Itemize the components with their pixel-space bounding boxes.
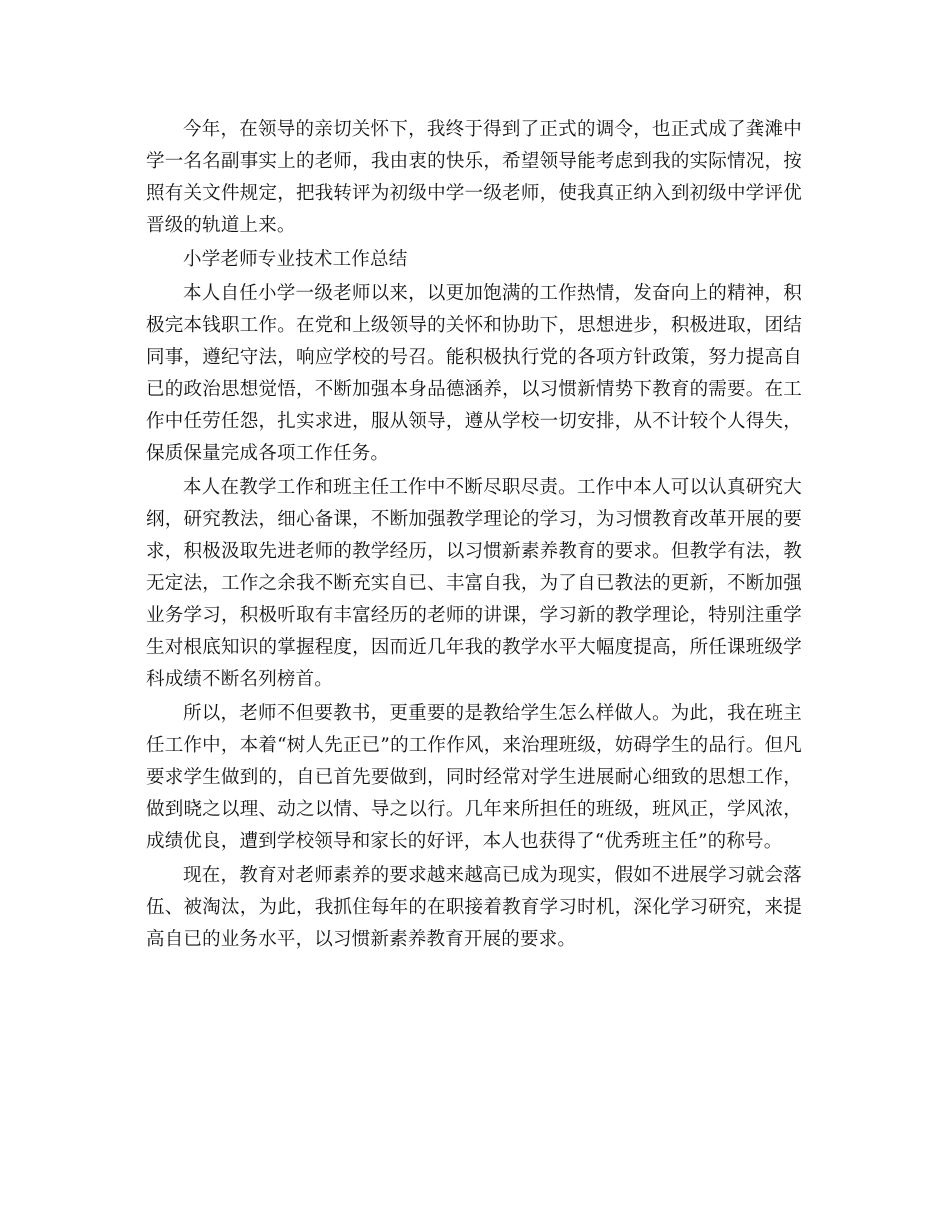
paragraph-class-teacher-work: 所以，老师不但要教书，更重要的是教给学生怎么样做人。为此，我在班主任工作中，本着“树人先正已”的工作作风，来治理班级，妨碍学生的品行。但凡要求学生做到的，自已首先要做到，同时经常对学生进展耐心细致的思想工作，做到晓之以理、动之以情、导之以行。几年来所担任的班级，班风正，学风浓，成绩优良，遭到学校领导和家长的好评，本人也获得了“优秀班主任”的称号。: [146, 703, 802, 852]
document-body: [146, 114, 802, 958]
paragraph-transfer-request: 今年，在领导的亲切关怀下，我终于得到了正式的调令，也正式成了龚滩中学一名名副事实上的老师，我由衷的快乐，希望领导能考虑到我的实际情况，按照有关文件规定，把我转评为初级中学一级老师，使我真正纳入到初级中学评优晋级的轨道上来。: [146, 119, 802, 236]
paragraph-continuing-education: 现在，教育对老师素养的要求越来越高已成为现实，假如不进展学习就会落伍、被淘汰，为此，我抓住每年的在职接着教育学习时机，深化学习研究，来提高自已的业务水平，以习惯新素养教育开展的要求。: [146, 865, 802, 950]
paragraph-teaching-work: 本人在教学工作和班主任工作中不断尽职尽责。工作中本人可以认真研究大纲，研究教法，细心备课，不断加强教学理论的学习，为习惯教育改革开展的要求，积极汲取先进老师的教学经历，以习惯新素养教育的要求。但教学有法，教无定法，工作之余我不断充实自已、丰富自我，为了自已教法的更新，不断加强业务学习，积极听取有丰富经历的老师的讲课，学习新的教学理论，特别注重学生对根底知识的掌握程度，因而近几年我的教学水平大幅度提高，所任课班级学科成绩不断名列榜首。: [146, 477, 802, 690]
paragraph-introduction: 本人自任小学一级老师以来，以更加饱满的工作热情，发奋向上的精神，积极完本钱职工作。在党和上级领导的关怀和协助下，思想进步，积极进取，团结同事，遵纪守法，响应学校的号召。能积极执行党的各项方针政策，努力提高自已的政治思想觉悟，不断加强本身品德涵养，以习惯新情势下教育的需要。在工作中任劳任怨，扎实求进，服从领导，遵从学校一切安排，从不计较个人得失，保质保量完成各项工作任务。: [146, 283, 802, 464]
section-heading: 小学老师专业技术工作总结: [183, 249, 408, 270]
